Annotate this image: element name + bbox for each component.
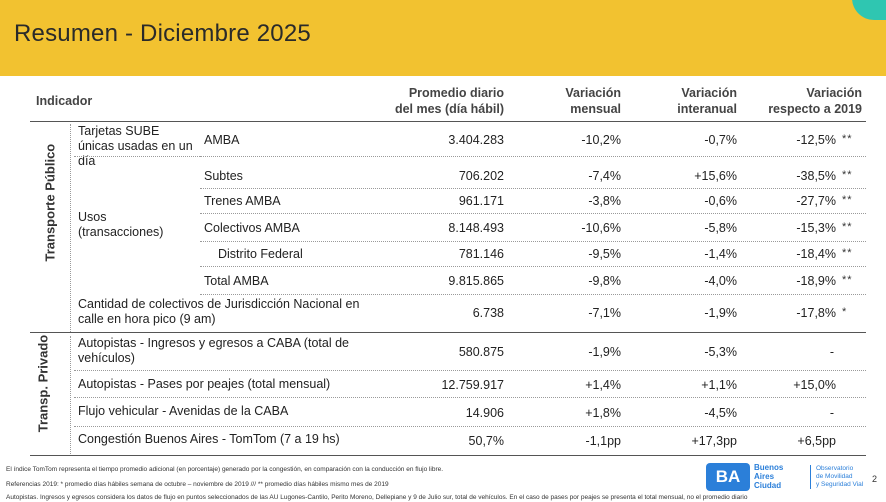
row-var-2019: -12,5% <box>796 132 836 147</box>
row-var-interanual: +15,6% <box>694 168 737 183</box>
group-divider-publico <box>70 124 71 332</box>
footer-note-referencias: Referencias 2019: * promedio días hábiles semana de octubre – noviembre de 2019 /// ** promedio días hábiles mismo mes de 2019 <box>6 481 389 488</box>
ba-logo-text: Buenos Aires Ciudad <box>754 463 784 490</box>
row-var-2019: -18,9% <box>796 273 836 288</box>
row-var-interanual: -0,7% <box>704 132 737 147</box>
logo-separator <box>810 465 811 489</box>
row-var-interanual: -5,3% <box>704 344 737 359</box>
summary-table <box>0 76 886 462</box>
buenos-aires-logo <box>706 463 866 493</box>
row-reference-marker: ** <box>842 193 853 206</box>
row-reference-marker: ** <box>842 132 853 145</box>
footer-note-tomtom: El índice TomTom representa el tiempo promedio adicional (en porcentaje) generado por la congestión, en comparación con la conducción en flujo libre. <box>6 466 444 473</box>
row-var-2019: -18,4% <box>796 246 836 261</box>
row-var-2019: - <box>829 344 834 359</box>
row-var-mensual: +1,4% <box>585 377 621 392</box>
footer-note-autopistas: Autopistas. Ingresos y egresos considera los datos de flujo en puntos seleccionados de las AU Lugones-Cantilo, Perito Moreno, Dellepiane y 9 de Julio sur, total de vehículos. En el caso de pases por peajes se presenta el total mensual, no el promedio diario <box>6 494 748 501</box>
row-var-interanual: -0,6% <box>704 193 737 208</box>
row-divider <box>74 426 866 427</box>
header-bar <box>0 0 886 76</box>
row-var-mensual: -1,1pp <box>585 433 621 448</box>
row-var-mensual: -7,4% <box>588 168 621 183</box>
row-subcategory: Total AMBA <box>204 273 269 288</box>
row-divider <box>74 370 866 371</box>
row-var-interanual: -1,4% <box>704 246 737 261</box>
row-reference-marker: ** <box>842 220 853 233</box>
row-var-mensual: -1,9% <box>588 344 621 359</box>
row-divider <box>74 397 866 398</box>
observatorio-text: Observatorio de Movilidad y Seguridad Vial <box>816 465 864 488</box>
header-var-2019: Variación respecto a 2019 <box>768 86 862 116</box>
row-var-mensual: -7,1% <box>588 305 621 320</box>
row-var-interanual: -4,5% <box>704 405 737 420</box>
row-indicator-label: Flujo vehicular - Avenidas de la CABA <box>78 404 289 418</box>
row-var-2019: - <box>829 405 834 420</box>
row-promedio: 6.738 <box>472 305 504 320</box>
row-promedio: 706.202 <box>458 168 504 183</box>
header-var-interanual: Variación interanual <box>677 86 737 116</box>
group-label-transp-privado: Transp. Privado <box>35 334 51 433</box>
row-reference-marker: ** <box>842 246 853 259</box>
row-divider <box>200 266 866 267</box>
group-label-transporte-publico: Transporte Público <box>42 143 58 262</box>
row-promedio: 961.171 <box>458 193 504 208</box>
row-promedio: 50,7% <box>468 433 504 448</box>
page-title: Resumen - Diciembre 2025 <box>14 20 311 47</box>
row-var-mensual: -9,8% <box>588 273 621 288</box>
label-tarjetas-sube: Tarjetas SUBE únicas usadas en un día <box>78 124 193 168</box>
row-var-2019: +6,5pp <box>797 433 836 448</box>
row-divider <box>200 213 866 214</box>
row-promedio: 9.815.865 <box>448 273 504 288</box>
header-var-mensual: Variación mensual <box>565 86 621 116</box>
row-promedio: 14.906 <box>465 405 504 420</box>
row-subcategory: Trenes AMBA <box>204 193 281 208</box>
row-var-2019: -17,8% <box>796 305 836 320</box>
header-indicador: Indicador <box>36 94 93 108</box>
row-indicator-label: Autopistas - Ingresos y egresos a CABA (total de vehículos) <box>78 336 349 365</box>
row-divider <box>200 241 866 242</box>
row-reference-marker: ** <box>842 273 853 286</box>
table-bottom-border <box>30 455 866 456</box>
row-subcategory: Colectivos AMBA <box>204 220 300 235</box>
row-divider <box>74 156 866 157</box>
corner-accent <box>852 0 886 20</box>
row-indicator-label: Cantidad de colectivos de Jurisdicción Nacional en calle en hora pico (9 am) <box>78 297 360 326</box>
row-promedio: 781.146 <box>458 246 504 261</box>
group-separator <box>30 332 866 333</box>
row-var-mensual: -3,8% <box>588 193 621 208</box>
row-divider <box>200 294 866 295</box>
header-divider <box>30 121 866 122</box>
row-promedio: 12.759.917 <box>441 377 504 392</box>
row-subcategory: AMBA <box>204 132 240 147</box>
row-reference-marker: ** <box>842 168 853 181</box>
label-usos: Usos (transacciones) <box>78 210 164 239</box>
row-var-mensual: +1,8% <box>585 405 621 420</box>
row-var-2019: -15,3% <box>796 220 836 235</box>
row-indicator-label: Congestión Buenos Aires - TomTom (7 a 19 hs) <box>78 432 340 446</box>
row-reference-marker: * <box>842 305 848 318</box>
row-var-interanual: +17,3pp <box>691 433 737 448</box>
page-number: 2 <box>872 474 878 484</box>
row-subcategory: Subtes <box>204 168 243 183</box>
row-var-mensual: -10,2% <box>581 132 621 147</box>
row-var-mensual: -9,5% <box>588 246 621 261</box>
row-var-2019: +15,0% <box>793 377 836 392</box>
row-var-interanual: -1,9% <box>704 305 737 320</box>
row-var-interanual: -5,8% <box>704 220 737 235</box>
row-var-2019: -27,7% <box>796 193 836 208</box>
row-var-interanual: -4,0% <box>704 273 737 288</box>
row-promedio: 3.404.283 <box>448 132 504 147</box>
row-divider <box>200 188 866 189</box>
row-var-2019: -38,5% <box>796 168 836 183</box>
row-promedio: 580.875 <box>458 344 504 359</box>
row-subcategory: Distrito Federal <box>218 246 303 261</box>
row-var-mensual: -10,6% <box>581 220 621 235</box>
row-indicator-label: Autopistas - Pases por peajes (total mensual) <box>78 377 331 391</box>
ba-logo-icon: BA <box>706 463 750 491</box>
header-promedio: Promedio diario del mes (día hábil) <box>394 86 504 116</box>
row-var-interanual: +1,1% <box>701 377 737 392</box>
group-divider-privado <box>70 336 71 456</box>
row-promedio: 8.148.493 <box>448 220 504 235</box>
